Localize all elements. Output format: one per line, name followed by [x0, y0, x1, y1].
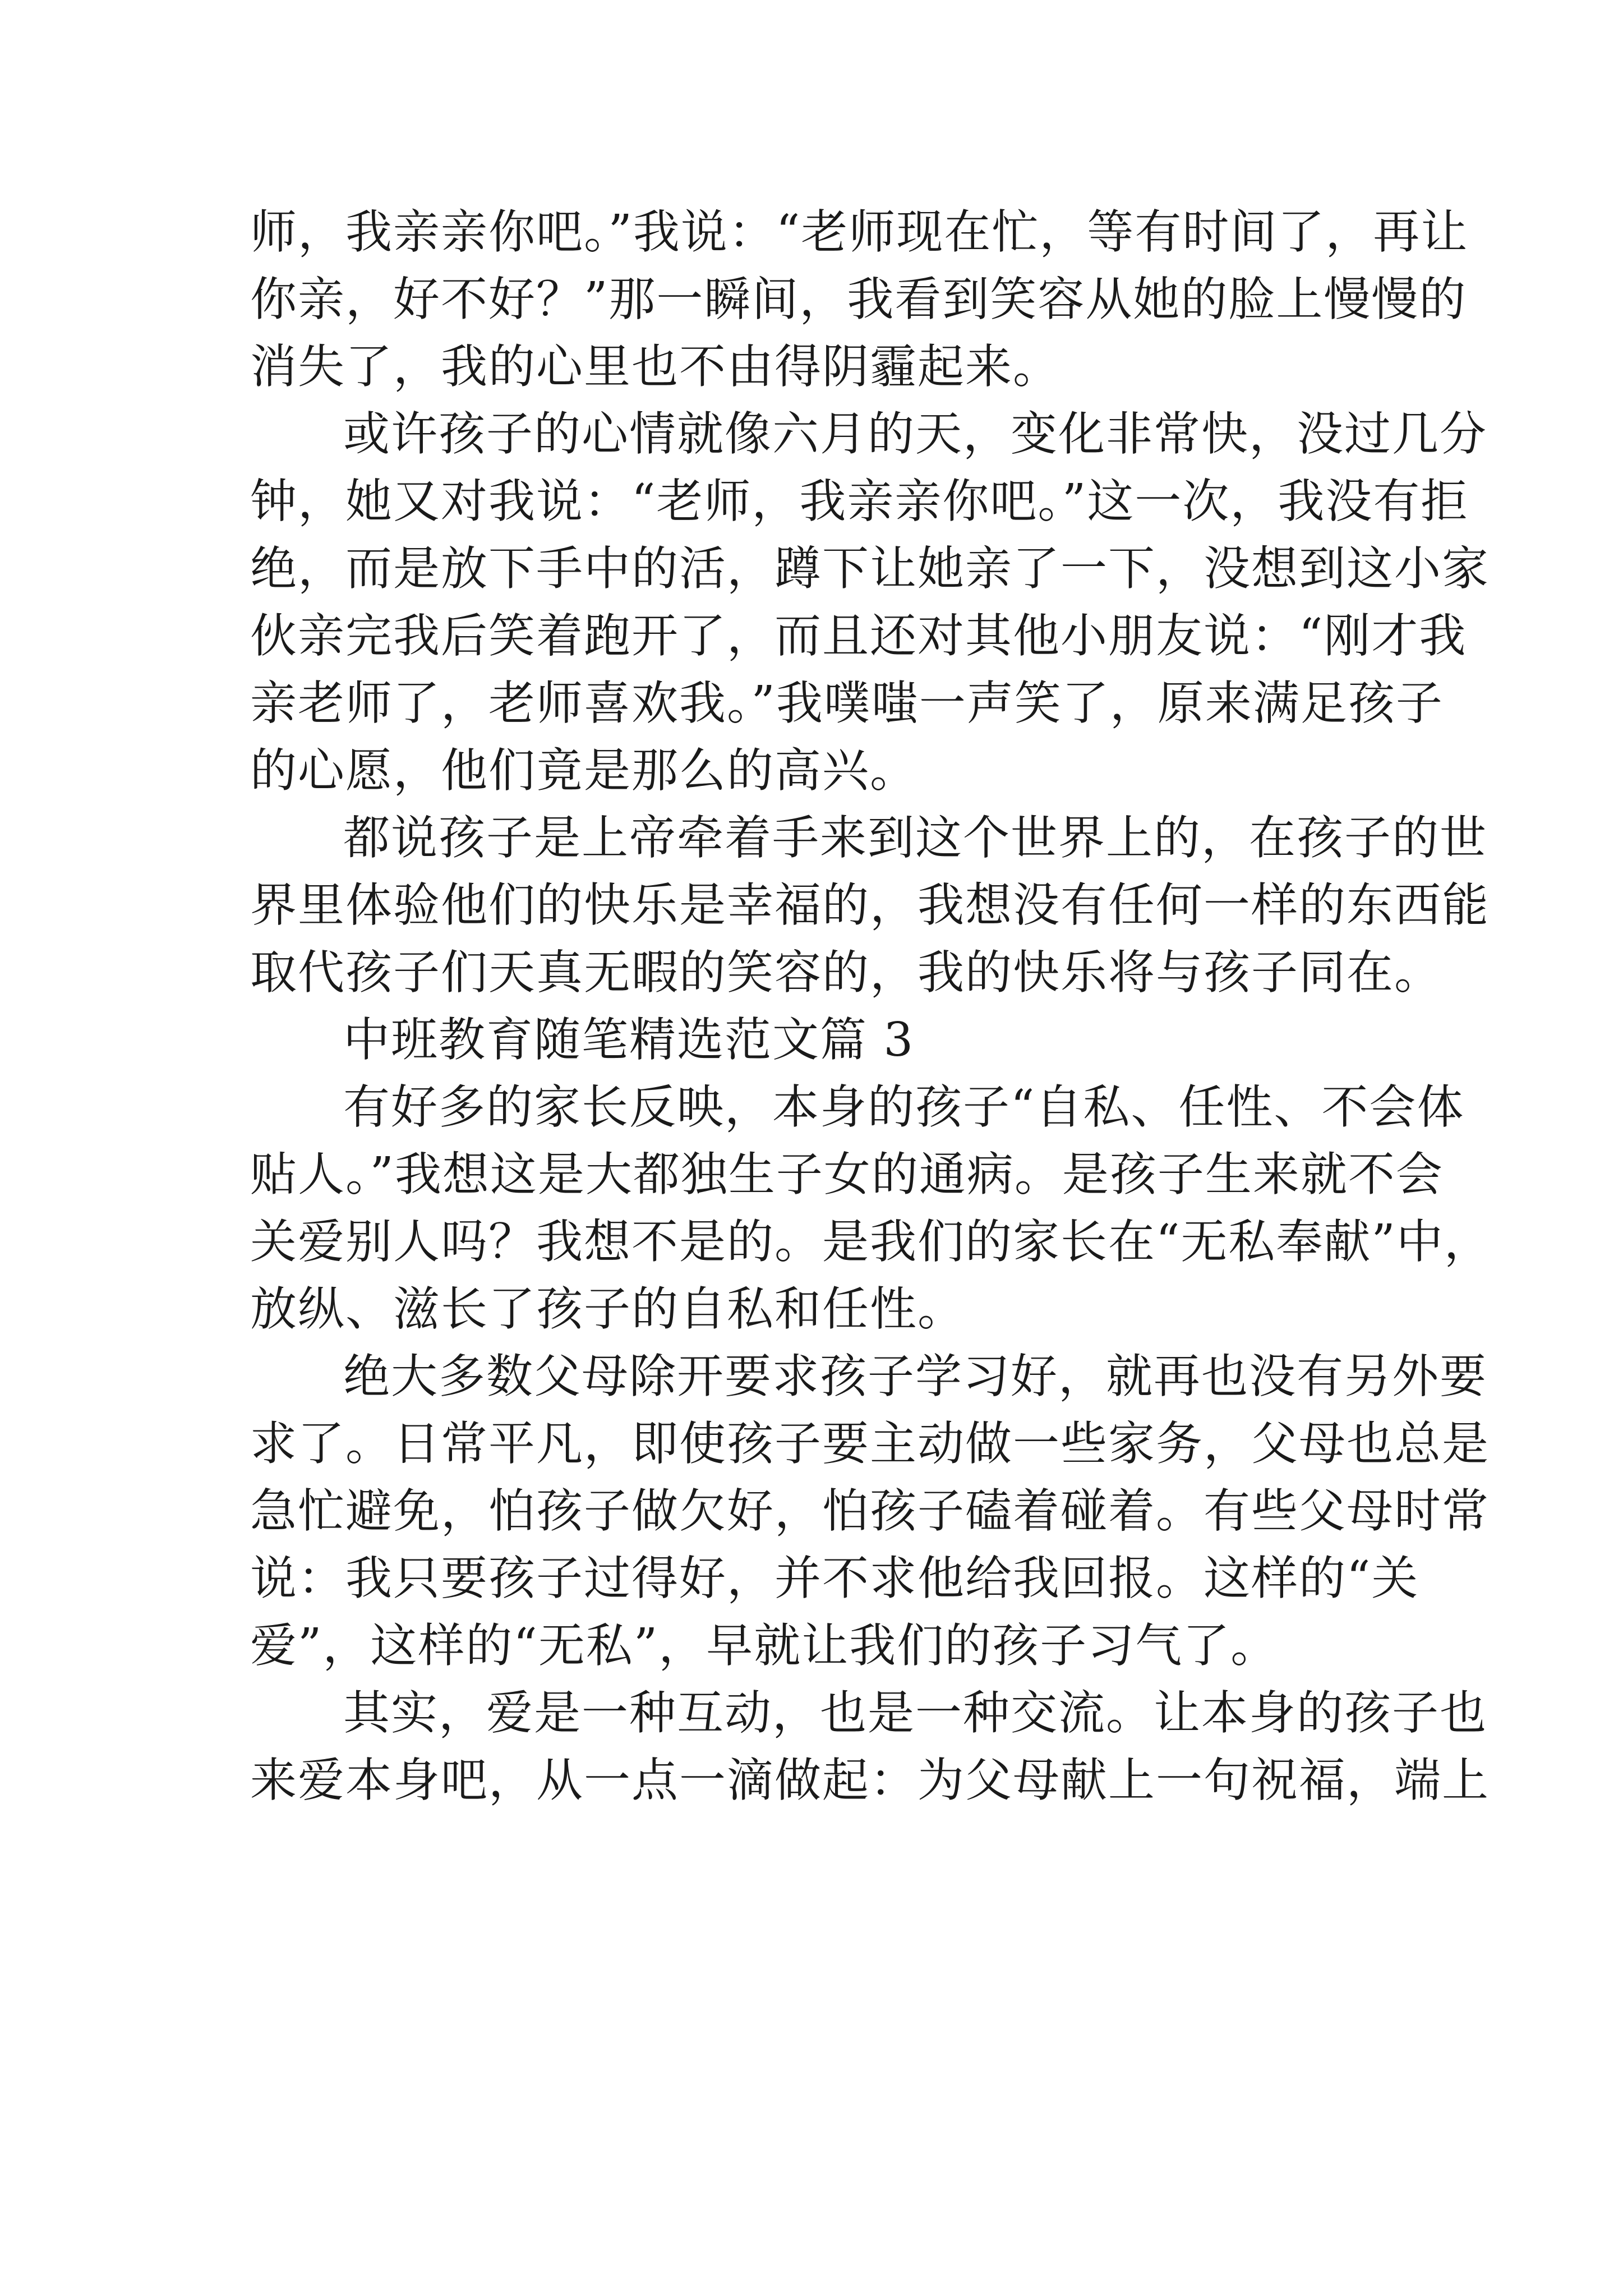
- text-line: 钟，她又对我说：“老师，我亲亲你吧。”这一次，我没有拒: [250, 474, 1469, 528]
- section-heading: 中班教育随笔精选范文篇 3: [343, 1013, 915, 1067]
- text-line: 师，我亲亲你吧。”我说：“老师现在忙，等有时间了，再让: [250, 205, 1469, 259]
- text-line: 关爱别人吗？我想不是的。是我们的家长在“无私奉献”中，: [250, 1214, 1492, 1269]
- text-line: 界里体验他们的快乐是幸福的，我想没有任何一样的东西能: [250, 878, 1490, 932]
- text-line: 急忙避免，怕孩子做欠好，怕孩子磕着碰着。有些父母时常: [250, 1484, 1490, 1538]
- text-line: 你亲，好不好？”那一瞬间，我看到笑容从她的脸上慢慢的: [250, 272, 1467, 326]
- text-line: 都说孩子是上帝牵着手来到这个世界上的，在孩子的世: [343, 811, 1487, 865]
- text-line: 取代孩子们天真无暇的笑容的，我的快乐将与孩子同在。: [250, 945, 1442, 1000]
- text-line: 伙亲完我后笑着跑开了，而且还对其他小朋友说：“刚才我: [250, 609, 1467, 663]
- text-line: 说：我只要孩子过得好，并不求他给我回报。这样的“关: [250, 1551, 1419, 1605]
- text-line: 消失了，我的心里也不由得阴霾起来。: [250, 339, 1061, 394]
- text-line: 求了。日常平凡，即使孩子要主动做一些家务，父母也总是: [250, 1416, 1490, 1471]
- text-line: 来爱本身吧，从一点一滴做起：为父母献上一句祝福，端上: [250, 1753, 1490, 1807]
- text-line: 或许孩子的心情就像六月的天，变化非常快，没过几分: [343, 407, 1487, 461]
- text-line: 的心愿，他们竟是那么的高兴。: [250, 743, 917, 798]
- text-line: 其实，爱是一种互动，也是一种交流。让本身的孩子也: [343, 1686, 1487, 1740]
- document-body: [250, 199, 1492, 1814]
- text-line: 绝大多数父母除开要求孩子学习好，就再也没有另外要: [343, 1349, 1487, 1404]
- text-line: 绝，而是放下手中的活，蹲下让她亲了一下，没想到这小家: [250, 541, 1490, 596]
- text-line: 亲老师了，老师喜欢我。”我噗嗤一声笑了，原来满足孩子: [250, 676, 1444, 730]
- text-line: 放纵、滋长了孩子的自私和任性。: [250, 1282, 965, 1336]
- text-line: 贴人。”我想这是大都独生子女的通病。是孩子生来就不会: [250, 1147, 1444, 1202]
- text-line: 爱”，这样的“无私”，早就让我们的孩子习气了。: [250, 1618, 1279, 1673]
- text-line: 有好多的家长反映，本身的孩子“自私、任性、不会体: [343, 1080, 1465, 1134]
